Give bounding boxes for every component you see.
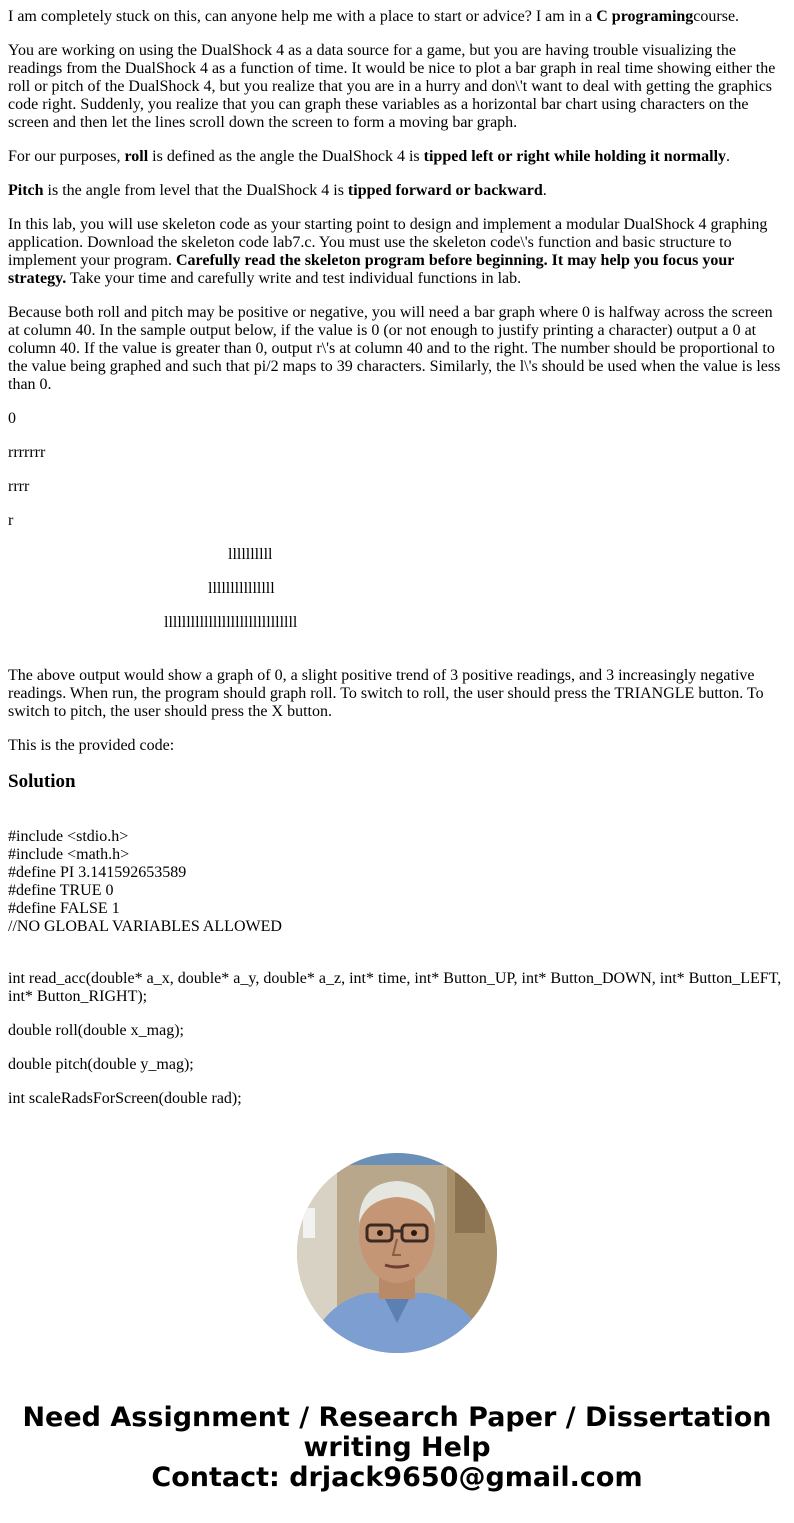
code-block (8, 828, 786, 936)
roll-def-text-2: is defined as the angle the DualShock 4 is (148, 148, 424, 165)
roll-def-end: . (726, 148, 731, 165)
graph-explanation: Because both roll and pitch may be positive or negative, you will need a bar graph where 0 is halfway across the screen at column 40. In the sample output below, if the value is 0 (or not enough to justify printing a character) output a 0 at column 40. If the value is greater than 0, output r\'s at column 40 and to the right. The number should be proportional to the value being graphed and such that pi/2 maps to 39 characters. Similarly, the l\'s should be used when the value is less than 0. (8, 304, 781, 393)
graph-row: llllllllll (228, 546, 273, 563)
tutor-photo (297, 1153, 497, 1353)
scale-declaration: int scaleRadsForScreen(double rad); (8, 1090, 242, 1107)
sample-output (8, 410, 786, 632)
intro-tail: course. (693, 8, 740, 25)
pitch-term: Pitch (8, 182, 44, 199)
code-line: #define PI 3.141592653589 (8, 864, 187, 881)
code-line: #define TRUE 0 (8, 882, 114, 899)
pitch-emphasis: tipped forward or backward (347, 182, 543, 199)
graph-row: r (8, 512, 14, 529)
roll-term: roll (124, 148, 149, 165)
promo-footer (0, 1403, 794, 1493)
pitch-declaration: double pitch(double y_mag); (8, 1056, 194, 1073)
code-line: #define FALSE 1 (8, 900, 120, 917)
provided-code-label: This is the provided code: (8, 737, 175, 754)
pitch-def-text: is the angle from level that the DualShock 4 is (43, 182, 348, 199)
roll-def-text: For our purposes, (8, 148, 125, 165)
graph-row: llllllllllllllllllllllllllllll (164, 614, 298, 631)
roll-definition (8, 148, 786, 166)
code-line: //NO GLOBAL VARIABLES ALLOWED (8, 918, 282, 935)
lab-text-2: Take your time and carefully write and test individual functions in lab. (66, 270, 522, 287)
lab-text: In this lab, you will use skeleton code as your starting point to design and implement a modular DualShock 4 graphing application. Download the skeleton code lab7.c. You must use the skeleton code\'s function and basic structure to implement your program. (8, 216, 768, 269)
intro-text: I am completely stuck on this, can anyone help me with a place to start or advice? I am in a (8, 8, 597, 25)
intro-paragraph (8, 8, 786, 26)
description-paragraph: You are working on using the DualShock 4 as a data source for a game, but you are having trouble visualizing the readings from the DualShock 4 as a function of time. It would be nice to plot a bar graph in real time showing either the roll or pitch of the DualShock 4, but you realize that you are in a hurry and don\'t want to deal with getting the graphics code right. Suddenly, you realize that you can graph these variables as a horizontal bar chart using characters on the screen and then let the lines scroll down the screen to form a moving bar graph. (8, 42, 776, 131)
roll-emphasis: tipped left or right while holding it normally (423, 148, 727, 165)
lab-instructions (8, 216, 786, 288)
graph-row: lllllllllllllll (208, 580, 275, 597)
output-explanation: The above output would show a graph of 0, a slight positive trend of 3 positive readings, and 3 increasingly negative readings. When run, the program should graph roll. To switch to roll, the user should press the TRIANGLE button. To switch to pitch, the user should press the X button. (8, 667, 764, 720)
promo-line-2: writing Help (303, 1432, 491, 1463)
course-name: C programing (596, 8, 694, 25)
graph-row: rrrrrrr (8, 444, 46, 461)
code-line: #include <stdio.h> (8, 828, 129, 845)
lab-emphasis: Carefully read the skeleton program before beginning. It may help you focus your strategy. (8, 252, 735, 287)
promo-contact: Contact: drjack9650@gmail.com (151, 1462, 643, 1493)
pitch-definition (8, 182, 786, 200)
promo-line-1: Need Assignment / Research Paper / Dissertation (22, 1402, 772, 1433)
graph-row: rrrr (8, 478, 30, 495)
code-line: #include <math.h> (8, 846, 130, 863)
tutor-portrait-image (297, 1153, 497, 1353)
pitch-def-end: . (542, 182, 547, 199)
roll-declaration: double roll(double x_mag); (8, 1022, 184, 1039)
read-acc-declaration: int read_acc(double* a_x, double* a_y, double* a_z, int* time, int* Button_UP, int* Button_DOWN, int* Button_LEFT, int* Button_RIGHT); (8, 970, 782, 1005)
graph-row: 0 (8, 410, 16, 427)
question-content (8, 8, 786, 1124)
solution-heading: Solution (8, 771, 76, 792)
